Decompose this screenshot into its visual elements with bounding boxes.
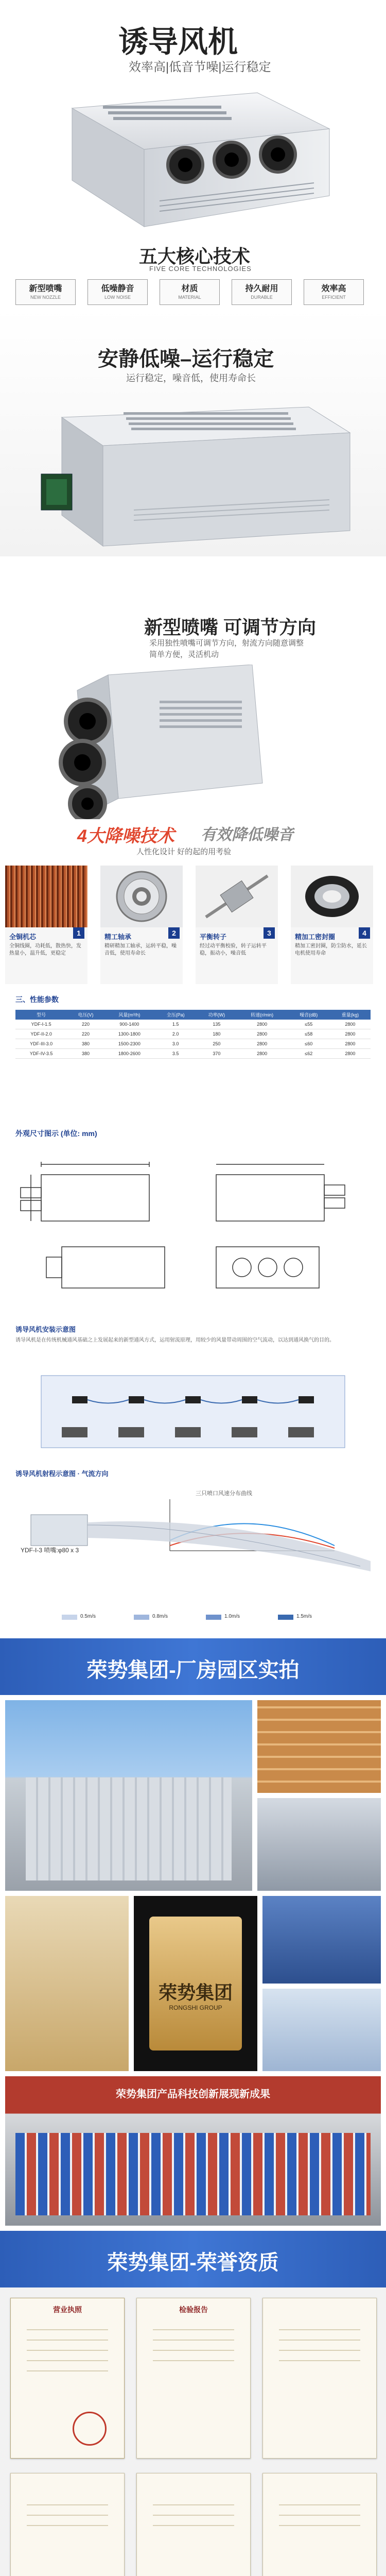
nozzle-fan-image (31, 665, 268, 819)
exhibition-photo (5, 2076, 381, 2226)
table-row (15, 1020, 371, 1029)
table-header: 重量(kg) (330, 1010, 371, 1020)
tech-item-material (160, 279, 220, 305)
tech-item-en: DURABLE (251, 295, 273, 300)
tech-item-label: 效率高 (321, 284, 346, 293)
table-row (15, 1039, 371, 1049)
params-title: 三、性能参数 (15, 995, 59, 1004)
legend-label: 0.5m/s (80, 1614, 96, 1619)
diagram-title: 诱导风机射程示意图 · 气流方向 (15, 1470, 109, 1478)
table-cell: 220 (67, 1020, 104, 1029)
cert-line (279, 2340, 360, 2341)
table-header-row (15, 1010, 371, 1020)
certs-band-title: 荣势集团-荣誉资质 (107, 2251, 279, 2274)
exhibition-banner: 荣势集团产品科技创新展现新成果 (116, 2089, 270, 2100)
hero-subtitle: 效率高|低音节噪|运行稳定 (129, 60, 271, 74)
feature-title: 精工轴承 (104, 933, 132, 941)
table-cell: 3.0 (154, 1039, 197, 1049)
exhibition-stock (15, 2133, 371, 2215)
feature-title: 全铜机芯 (9, 933, 37, 941)
cert-line (279, 2515, 360, 2516)
table-cell: 900-1400 (104, 1020, 154, 1029)
cert-line (27, 2525, 108, 2526)
quiet-title: 安静低噪–运行稳定 (98, 348, 274, 370)
legend-swatch (278, 1615, 293, 1620)
certs-band (0, 2231, 386, 2287)
airflow-section (0, 1319, 386, 1463)
table-cell: 1500-2300 (104, 1039, 154, 1049)
cert-line (279, 2504, 360, 2505)
table-cell: ≤55 (288, 1020, 330, 1029)
cert-line (27, 2515, 108, 2516)
core-tech-title: 五大核心技术 (139, 246, 251, 267)
table-cell: 2800 (330, 1020, 371, 1029)
cert-line (153, 2340, 234, 2341)
brand-sign-text: 荣势集团 (158, 1982, 233, 2003)
table-header: 转速(r/min) (236, 1010, 287, 1020)
cert-line (27, 2504, 108, 2505)
tech-item-label: 新型喷嘴 (29, 284, 62, 293)
diagram-legend (62, 1613, 350, 1623)
table-cell: ≤60 (288, 1039, 330, 1049)
feature-number: 4 (359, 927, 370, 939)
legend-label: 1.5m/s (296, 1614, 312, 1619)
cert-line (153, 2504, 234, 2505)
red-seal (73, 2412, 107, 2446)
seal-icon (291, 866, 373, 927)
feature-card (5, 866, 87, 984)
table-header: 全压(Pa) (154, 1010, 197, 1020)
fan-unit-illustration (31, 397, 360, 551)
certificate (10, 2473, 125, 2576)
cert-line (279, 2360, 360, 2361)
legend-swatch (134, 1615, 149, 1620)
table-header: 噪音(dB) (288, 1010, 330, 1020)
table-cell: 2800 (330, 1029, 371, 1039)
induction-fan-illustration (26, 77, 345, 237)
brand-logo-wall (134, 1896, 257, 2071)
feature-desc: 精研精加工轴承，运转平稳，噪音低，使用寿命长 (104, 943, 177, 956)
cert-line (153, 2350, 234, 2351)
brand-sign-en: RONGSHI GROUP (169, 2004, 222, 2011)
nozzle-fan-illustration (31, 665, 268, 819)
params-section (0, 989, 386, 1123)
quiet-subtitle: 运行稳定，噪音低，使用寿命长 (126, 373, 256, 383)
feature-card (196, 866, 278, 984)
tech-item-en: NEW NOZZLE (30, 295, 61, 300)
warehouse-photo (257, 1700, 381, 1793)
tech-item-efficient (304, 279, 364, 305)
bearing-icon (100, 866, 183, 927)
table-cell: YDF-II-2.0 (15, 1029, 67, 1039)
table-cell: 180 (197, 1029, 236, 1039)
table-cell: ≤62 (288, 1049, 330, 1059)
legend-label: 1.0m/s (224, 1614, 240, 1619)
certificate (262, 2298, 377, 2459)
table-header: 电压(V) (67, 1010, 104, 1020)
table-cell: 2800 (330, 1039, 371, 1049)
production-line-photo (257, 1798, 381, 1891)
hero-fan-image (26, 77, 345, 237)
tech-item-durable (232, 279, 292, 305)
cert-line (27, 2340, 108, 2341)
table-cell: 250 (197, 1039, 236, 1049)
table-header: 型号 (15, 1010, 67, 1020)
table-cell: 2800 (236, 1039, 287, 1049)
brand-sign-photo (5, 1896, 129, 2071)
certificate (262, 2473, 377, 2576)
quiet-fan-image (31, 397, 360, 551)
hero-section (0, 0, 386, 242)
diagram-chart-title: 三只喷口风速分布曲线 (196, 1490, 252, 1497)
tech-item-label: 材质 (181, 284, 198, 293)
table-cell: ≤58 (288, 1029, 330, 1039)
cert-line (279, 2329, 360, 2330)
feature-desc: 全铜线圈，功耗低，散热快，发热量小，温升低，更稳定 (9, 943, 81, 956)
params-table (15, 1010, 371, 1059)
table-cell: 1300-1800 (104, 1029, 154, 1039)
table-cell: 2800 (236, 1029, 287, 1039)
table-cell: 3.5 (154, 1049, 197, 1059)
cert-line (27, 2360, 108, 2361)
table-row (15, 1049, 371, 1059)
table-header: 风量(m³/h) (104, 1010, 154, 1020)
noise-tech-title-gray: 有效降低噪音 (201, 826, 293, 843)
table-cell: YDF-IV-3.5 (15, 1049, 67, 1059)
airflow-diagram (0, 1360, 386, 1463)
tech-item-label: 低噪静音 (101, 284, 134, 293)
feature-desc: 经过动平衡校验，转子运转平稳，振动小，噪音低 (200, 943, 267, 956)
feature-number: 3 (264, 927, 275, 939)
workshop-photo (262, 1896, 381, 1984)
table-cell: YDF-I-1.5 (15, 1020, 67, 1029)
quiet-section (0, 309, 386, 556)
noise-tech-title-red: 4大降噪技术 (77, 826, 174, 846)
table-cell: 380 (67, 1049, 104, 1059)
factory-band (0, 1638, 386, 1695)
cert-line (27, 2329, 108, 2330)
table-cell: YDF-III-3.0 (15, 1039, 67, 1049)
cert-line (27, 2370, 108, 2371)
nozzle-desc: 采用独性喷嘴可调节方向，射流方向随意调整 简单方便，灵活机动 (149, 639, 304, 659)
tech-item-en: MATERIAL (178, 295, 201, 300)
tech-item-nozzle (15, 279, 76, 305)
assembly-photo (262, 1989, 381, 2071)
factory-building (26, 1777, 232, 1880)
cert-line (153, 2525, 234, 2526)
table-cell: 380 (67, 1039, 104, 1049)
table-cell: 2800 (236, 1049, 287, 1059)
table-cell: 220 (67, 1029, 104, 1039)
bearing-image (100, 866, 183, 927)
core-tech-section (0, 242, 386, 309)
noise-tech-subtitle: 人性化设计 好的起的用考验 (136, 848, 232, 856)
feature-number: 2 (168, 927, 180, 939)
legend-swatch (206, 1615, 221, 1620)
factory-exterior-photo (5, 1700, 252, 1891)
tech-item-en: LOW NOISE (104, 295, 131, 300)
certificate (136, 2298, 251, 2459)
table-cell: 135 (197, 1020, 236, 1029)
cert-heading: 营业执照 (53, 2306, 82, 2314)
tech-item-label: 持久耐用 (245, 284, 278, 293)
airflow-desc: 诱导风机是在传统机械通风基础之上发展起来的新型通风方式，运用射流原理，用较少的风量带动周围的空气流动，以达到通风换气的目的。 (15, 1337, 335, 1343)
table-row (15, 1029, 371, 1039)
cert-line (27, 2350, 108, 2351)
cert-line (153, 2329, 234, 2330)
dimensions-section (0, 1123, 386, 1319)
dimensions-title: 外观尺寸图示 (单位: mm) (15, 1129, 97, 1138)
seal-image (291, 866, 373, 927)
table-cell: 2800 (330, 1049, 371, 1059)
feature-title: 平衡转子 (200, 933, 227, 941)
legend-swatch (62, 1615, 77, 1620)
hero-title: 诱导风机 (118, 25, 238, 59)
certificate (136, 2473, 251, 2576)
feature-desc: 精加工密封圈，防尘防水，延长电机使用寿命 (295, 943, 367, 956)
cert-line (279, 2525, 360, 2526)
airflow-title: 诱导风机安装示意图 (15, 1326, 76, 1333)
business-license (10, 2298, 125, 2459)
table-header: 功率(W) (197, 1010, 236, 1020)
table-cell: 1800-2600 (104, 1049, 154, 1059)
tech-item-low-noise (87, 279, 148, 305)
tech-item-en: EFFICIENT (322, 295, 346, 300)
table-cell: 370 (197, 1049, 236, 1059)
noise-tech-section (0, 819, 386, 989)
table-cell: 1.5 (154, 1020, 197, 1029)
core-tech-subtitle: FIVE CORE TECHNOLOGIES (149, 265, 252, 273)
certs-section (0, 2287, 386, 2576)
cert-line (279, 2350, 360, 2351)
feature-title: 精加工密封圈 (295, 933, 336, 941)
factory-photos (0, 1695, 386, 2231)
table-cell: 2800 (236, 1020, 287, 1029)
diagram-model-label: YDF-I-3 喷嘴:φ80 x 3 (21, 1547, 79, 1554)
spray-diagram-section (0, 1463, 386, 1638)
table-cell: 2.0 (154, 1029, 197, 1039)
nozzle-section (0, 556, 386, 819)
cert-line (153, 2515, 234, 2516)
cert-heading: 检验报告 (179, 2306, 208, 2314)
feature-card (291, 866, 373, 984)
legend-label: 0.8m/s (152, 1614, 168, 1619)
dimension-drawing (0, 1144, 386, 1319)
rotor-icon (196, 866, 278, 927)
feature-number: 1 (73, 927, 84, 939)
copper-coil-image (5, 866, 87, 927)
rotor-image (196, 866, 278, 927)
factory-band-title: 荣势集团-厂房园区实拍 (86, 1659, 300, 1682)
cert-line (153, 2360, 234, 2361)
feature-card (100, 866, 183, 984)
nozzle-title: 新型喷嘴 可调节方向 (144, 617, 317, 638)
